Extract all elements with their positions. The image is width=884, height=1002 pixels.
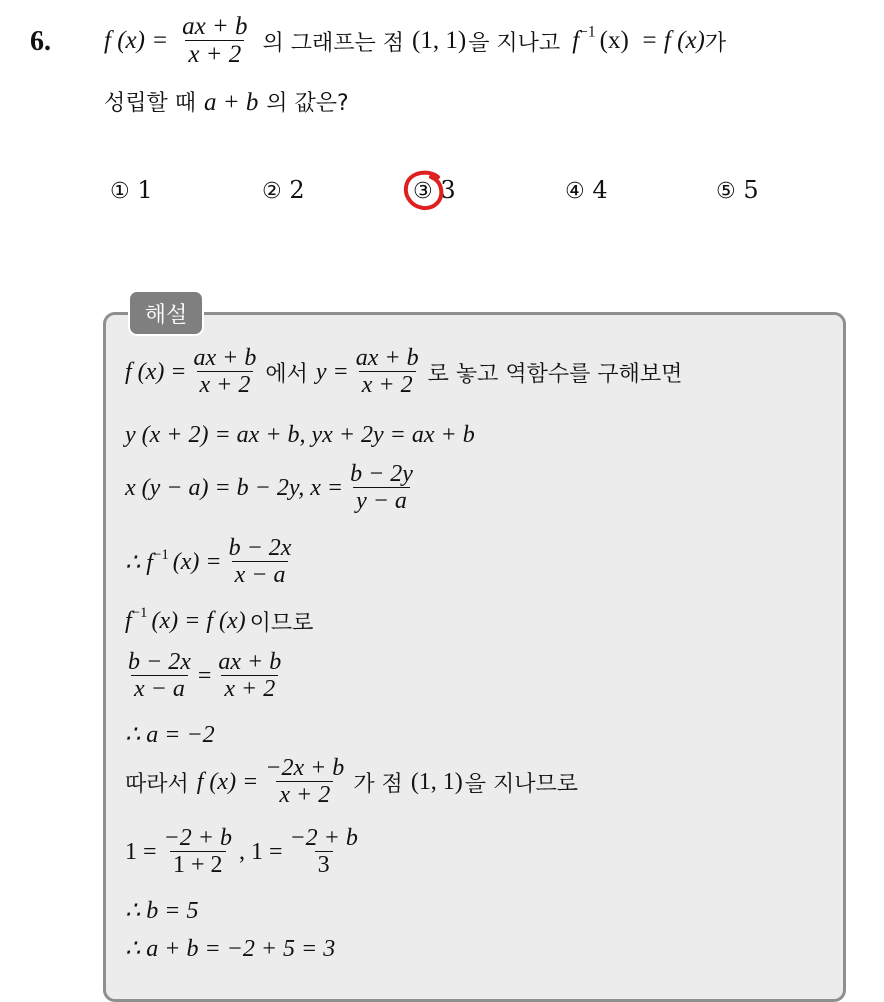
denominator: x + 2: [221, 675, 278, 702]
line-8-text-1: 따라서: [125, 771, 189, 797]
line-3-fraction: [347, 462, 416, 515]
solution-line-2: [125, 422, 475, 449]
line-3-lhs: x (y − a) = b − 2y, x =: [125, 474, 344, 501]
line-5-text: 이므로: [249, 611, 314, 636]
choice-5-symbol: ⑤: [716, 179, 736, 204]
denominator: 1 + 2: [170, 851, 226, 878]
solution-line-5: [125, 606, 313, 637]
line-5-lhs: $f^{-1}$: [125, 604, 148, 634]
solution-line-8: [125, 756, 578, 809]
line-4-lhs: ∴ $f^{-1}$: [125, 546, 169, 576]
choice-4-symbol: ④: [565, 179, 585, 204]
choice-5[interactable]: [716, 176, 759, 204]
line-6-fraction-2: [215, 650, 284, 703]
question-expression: a + b: [203, 89, 259, 116]
numerator: −2 + b: [289, 825, 358, 851]
line-1-text: 에서: [265, 361, 308, 387]
question-text-e: 의 값은?: [266, 91, 349, 116]
solution-line-10: [125, 896, 198, 925]
choice-3-symbol: ③: [413, 179, 433, 204]
question-number: 6.: [30, 26, 51, 57]
line-8-lhs: f (x) =: [196, 768, 259, 795]
denominator: x − a: [232, 561, 289, 588]
question-text-c: 가: [704, 30, 727, 56]
line-8-text-2: 가 점: [353, 771, 403, 797]
choice-5-value: 5: [743, 176, 759, 204]
numerator: −2 + b: [163, 825, 232, 851]
line-8-point: (1, 1): [410, 768, 463, 795]
choice-1-value: 1: [137, 176, 153, 204]
numerator: ax + b: [193, 345, 257, 371]
question-fraction: [179, 14, 250, 69]
line-1-fraction-2: [353, 346, 422, 399]
solution-line-9: [125, 826, 365, 879]
line-11-text: ∴ a + b = −2 + 5 = 3: [125, 936, 336, 962]
solution-line-11: [125, 934, 335, 963]
numerator: b − 2x: [128, 649, 191, 675]
question-text-a: 의 그래프는 점: [262, 30, 405, 56]
function-lhs: f (x): [104, 27, 145, 55]
inverse-arg: (x): [599, 27, 629, 55]
denominator: y − a: [353, 487, 410, 514]
denominator: x + 2: [276, 781, 333, 808]
choice-4-value: 4: [592, 176, 608, 204]
line-9-fraction-1: [161, 826, 235, 879]
equals-sign: =: [152, 27, 168, 55]
equals-f: = f (x): [640, 27, 705, 55]
choice-1[interactable]: [110, 176, 153, 204]
question-text-d: 성립할 때: [104, 91, 197, 116]
line-2-text: y (x + 2) = ax + b, yx + 2y = ax + b: [125, 422, 475, 448]
denominator: x + 2: [197, 371, 254, 398]
line-7-text: ∴ a = −2: [125, 722, 215, 748]
choice-2-value: 2: [289, 176, 305, 204]
question-point: (1, 1): [412, 27, 467, 55]
line-9-mid: , 1 =: [238, 838, 283, 865]
numerator: −2x + b: [265, 755, 345, 781]
line-4-fraction: [226, 536, 295, 589]
numerator: b − 2y: [350, 461, 413, 487]
line-1-fraction: [191, 346, 260, 399]
solution-line-3: [125, 462, 420, 515]
numerator: b − 2x: [228, 535, 292, 561]
inverse-function: $f^{-1}$: [572, 23, 596, 55]
line-10-text: ∴ b = 5: [125, 898, 199, 924]
choice-2[interactable]: [262, 176, 305, 204]
denominator: 3: [315, 851, 333, 878]
choice-2-symbol: ②: [262, 179, 282, 204]
denominator: x + 2: [359, 371, 416, 398]
solution-line-6: [125, 650, 288, 703]
question-text-b: 을 지나고: [468, 30, 561, 56]
question-line-2: [104, 86, 349, 117]
choice-3-value: 3: [440, 176, 456, 204]
line-1-y: y =: [315, 358, 349, 385]
line-8-text-3: 을 지나므로: [464, 771, 579, 797]
denominator: x − a: [131, 675, 188, 702]
line-5-mid: (x) = f (x): [151, 608, 246, 634]
question-line-1: [104, 14, 726, 69]
fraction-denominator: x + 2: [185, 40, 244, 69]
line-1-text-2: 로 놓고 역함수를 구해보면: [427, 361, 683, 387]
fraction-numerator: ax + b: [182, 13, 248, 40]
solution-tag: 해설: [128, 290, 204, 336]
line-6-fraction-1: [125, 650, 194, 703]
choice-4[interactable]: [565, 176, 608, 204]
line-6-equals: =: [197, 662, 212, 689]
answer-circle-mark: [402, 168, 446, 212]
line-9-lhs: 1 =: [125, 838, 157, 865]
solution-line-7: [125, 720, 215, 749]
line-8-fraction: [262, 756, 347, 809]
numerator: ax + b: [355, 345, 419, 371]
choice-1-symbol: ①: [110, 179, 130, 204]
line-9-fraction-2: [286, 826, 360, 879]
line-1-lhs: f (x) =: [125, 358, 187, 385]
line-4-mid: (x) =: [172, 548, 222, 575]
numerator: ax + b: [218, 649, 282, 675]
solution-line-1: [125, 346, 682, 399]
solution-line-4: [125, 536, 298, 589]
